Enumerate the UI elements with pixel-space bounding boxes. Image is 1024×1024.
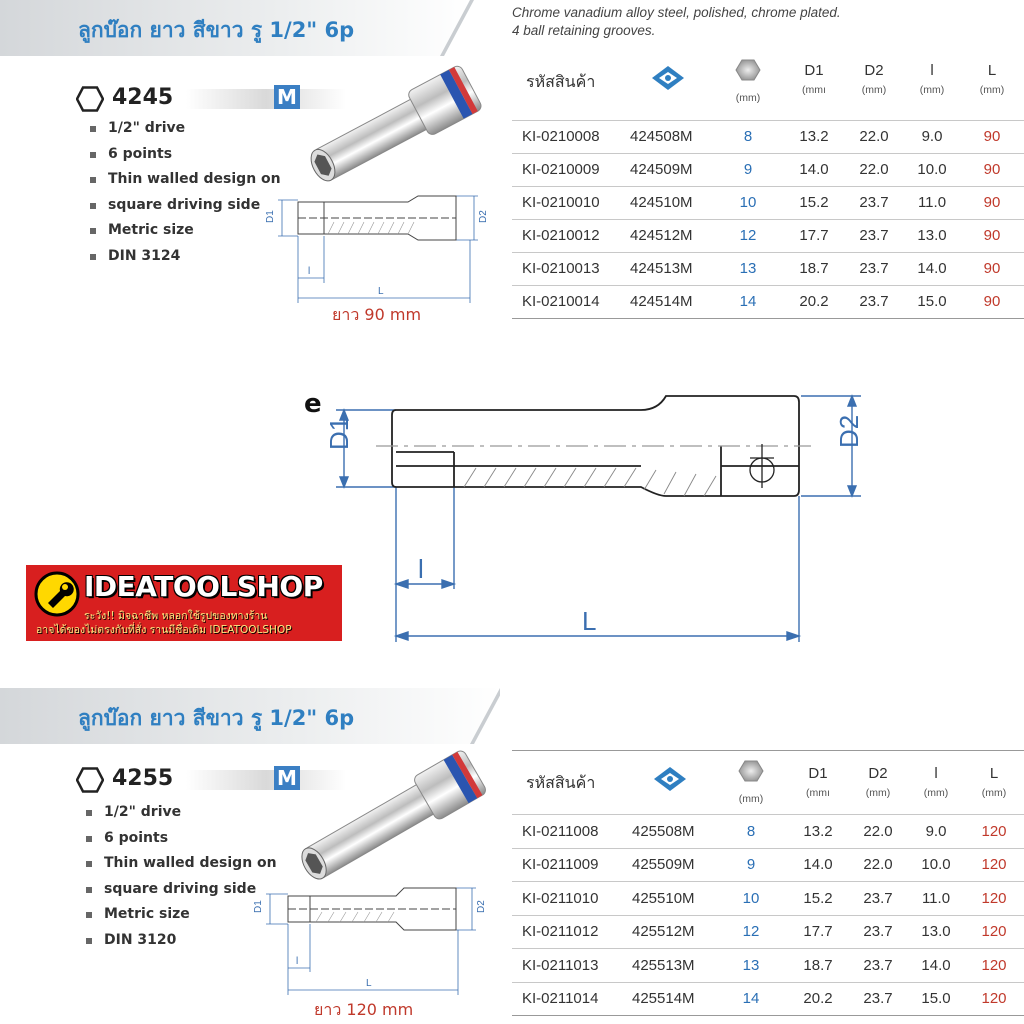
cell-model: 425512M <box>626 915 714 949</box>
header-size <box>712 56 784 120</box>
cell-d1: 15.2 <box>784 186 844 219</box>
cell-size: 12 <box>712 219 784 252</box>
intro-line: 4 ball retaining grooves. <box>512 23 656 38</box>
cell-d2: 22.0 <box>848 815 908 849</box>
shop-warning-line2: อาจได้ของไม่ตรงกับที่สั่ง รานมีชื่อเดิม IDEATOOLSHOP <box>36 624 292 636</box>
cell-l: 10.0 <box>904 153 960 186</box>
section2-dimension-drawing <box>246 880 496 1000</box>
l-large-label: l <box>418 554 424 584</box>
d2-label: D2 <box>476 900 487 913</box>
cell-size: 13 <box>712 252 784 285</box>
king-tony-logo-icon <box>650 765 690 793</box>
section2-model-number: 4255 <box>112 766 174 791</box>
section1-model-number: 4245 <box>112 85 174 110</box>
cell-code: KI-0211012 <box>512 915 626 949</box>
cell-d1: 13.2 <box>784 120 844 153</box>
header-d2 <box>844 56 904 120</box>
header-L-unit: (mm) <box>979 84 1005 96</box>
section1-title-banner <box>0 0 500 56</box>
large-dimension-drawing <box>296 384 880 646</box>
material-description <box>512 4 841 40</box>
cell-l: 9.0 <box>904 120 960 153</box>
feature-item: 6 points <box>86 826 286 852</box>
cell-size: 13 <box>714 949 788 983</box>
cell-L: 120 <box>964 815 1024 849</box>
header-L-unit: (mm) <box>981 787 1007 799</box>
cell-code: KI-0210009 <box>512 153 624 186</box>
cell-d1: 20.2 <box>788 982 848 1016</box>
cell-l: 14.0 <box>908 949 964 983</box>
cell-d1: 20.2 <box>784 285 844 318</box>
cell-l: 13.0 <box>908 915 964 949</box>
feature-item: 1/2" drive <box>90 116 290 142</box>
cell-code: KI-0210013 <box>512 252 624 285</box>
table-row <box>512 848 1024 882</box>
cell-d2: 23.7 <box>848 882 908 916</box>
cell-d2: 23.7 <box>848 982 908 1016</box>
cell-L: 120 <box>964 915 1024 949</box>
header-d2-text: D2 <box>868 765 888 782</box>
shop-logo-banner <box>26 565 342 641</box>
header-code-text: รหัสสินค้า <box>526 72 596 91</box>
cell-code: KI-0210014 <box>512 285 624 318</box>
cell-code: KI-0211009 <box>512 848 626 882</box>
cell-d2: 22.0 <box>844 153 904 186</box>
cell-d1: 18.7 <box>788 949 848 983</box>
table-row <box>512 949 1024 983</box>
d1-label: D1 <box>253 900 264 913</box>
feature-item: Thin walled design on <box>86 851 286 877</box>
cell-model: 424510M <box>624 186 712 219</box>
l-label: l <box>296 956 299 967</box>
cell-L: 120 <box>964 982 1024 1016</box>
d2-label: D2 <box>478 210 489 223</box>
header-size-unit: (mm) <box>738 793 764 805</box>
cell-l: 15.0 <box>908 982 964 1016</box>
cell-l: 10.0 <box>908 848 964 882</box>
header-d1 <box>784 56 844 120</box>
section1-title: ลูกบ๊อก ยาว สีขาว รู 1/2" 6p <box>78 18 355 42</box>
cell-L: 90 <box>960 219 1024 252</box>
feature-item: Metric size <box>86 902 286 928</box>
header-d1 <box>788 751 848 815</box>
L-label: L <box>378 286 384 297</box>
table-row <box>512 982 1024 1016</box>
header-product-code <box>512 751 626 815</box>
feature-item: Thin walled design on <box>90 167 290 193</box>
d1-label: D1 <box>265 210 276 223</box>
cell-model: 424513M <box>624 252 712 285</box>
cell-model: 424514M <box>624 285 712 318</box>
metric-badge: M <box>274 766 300 790</box>
feature-item: DIN 3124 <box>90 244 290 270</box>
feature-item: square driving side <box>90 193 290 219</box>
cell-l: 15.0 <box>904 285 960 318</box>
section1-length-caption: ยาว 90 mm <box>332 305 422 324</box>
header-d1-text: D1 <box>808 765 828 782</box>
cell-l: 13.0 <box>904 219 960 252</box>
header-brand-logo <box>624 56 712 120</box>
cell-L: 90 <box>960 186 1024 219</box>
section1-model-row <box>76 85 302 113</box>
table-row <box>512 252 1024 285</box>
cell-size: 9 <box>714 848 788 882</box>
header-d2 <box>848 751 908 815</box>
header-l-unit: (mm) <box>919 84 945 96</box>
section1-spec-table <box>512 56 1024 319</box>
header-L <box>960 56 1024 120</box>
cell-d2: 23.7 <box>844 285 904 318</box>
cell-l: 11.0 <box>908 882 964 916</box>
section1-socket-image <box>290 60 500 190</box>
cell-model: 425509M <box>626 848 714 882</box>
table-row <box>512 186 1024 219</box>
intro-line: Chrome vanadium alloy steel, polished, chrome plated. <box>512 5 841 20</box>
cell-d2: 23.7 <box>848 915 908 949</box>
cell-L: 120 <box>964 949 1024 983</box>
cell-d1: 13.2 <box>788 815 848 849</box>
section2-model-row <box>76 766 302 794</box>
table-row <box>512 815 1024 849</box>
shop-name: IDEATOOLSHOP <box>84 570 323 603</box>
feature-item: Metric size <box>90 218 290 244</box>
cell-model: 425510M <box>626 882 714 916</box>
header-product-code <box>512 56 624 120</box>
cell-d1: 14.0 <box>784 153 844 186</box>
section1-table-body <box>512 120 1024 318</box>
cell-size: 8 <box>712 120 784 153</box>
cell-model: 424512M <box>624 219 712 252</box>
cell-l: 14.0 <box>904 252 960 285</box>
cell-d2: 22.0 <box>844 120 904 153</box>
hexagon-icon <box>76 767 104 793</box>
d2-large-label: D2 <box>834 414 864 448</box>
header-size-unit: (mm) <box>735 92 761 104</box>
table-row <box>512 882 1024 916</box>
L-large-label: L <box>582 606 597 636</box>
cell-d2: 23.7 <box>844 252 904 285</box>
header-d1-text: D1 <box>804 62 824 79</box>
feature-item: 6 points <box>90 142 290 168</box>
header-l-text: l <box>930 62 934 79</box>
cropped-letter: e <box>304 389 322 419</box>
cell-code: KI-0210008 <box>512 120 624 153</box>
hex-size-icon <box>735 58 761 82</box>
cell-size: 14 <box>714 982 788 1016</box>
section2-table-body <box>512 815 1024 1016</box>
section2-spec-table <box>512 750 1024 1016</box>
cell-model: 424508M <box>624 120 712 153</box>
header-size <box>714 751 788 815</box>
cell-code: KI-0211010 <box>512 882 626 916</box>
L-label: L <box>366 978 372 989</box>
cell-size: 9 <box>712 153 784 186</box>
cell-d1: 15.2 <box>788 882 848 916</box>
header-d2-text: D2 <box>864 62 884 79</box>
cell-model: 425513M <box>626 949 714 983</box>
header-L <box>964 751 1024 815</box>
king-tony-logo-icon <box>648 64 688 92</box>
cell-L: 120 <box>964 848 1024 882</box>
section2-title: ลูกบ๊อก ยาว สีขาว รู 1/2" 6p <box>78 706 355 730</box>
cell-d2: 23.7 <box>844 186 904 219</box>
header-l <box>908 751 964 815</box>
cell-L: 90 <box>960 120 1024 153</box>
table-row <box>512 219 1024 252</box>
d1-large-label: D1 <box>324 416 354 450</box>
cell-size: 14 <box>712 285 784 318</box>
table-row <box>512 915 1024 949</box>
cell-code: KI-0211008 <box>512 815 626 849</box>
cell-d2: 23.7 <box>848 949 908 983</box>
cell-L: 90 <box>960 153 1024 186</box>
header-l-text: l <box>934 765 938 782</box>
cell-d1: 14.0 <box>788 848 848 882</box>
header-d1-unit: (mmı <box>802 84 826 96</box>
cell-d1: 17.7 <box>788 915 848 949</box>
header-l-unit: (mm) <box>923 787 949 799</box>
header-L-text: L <box>987 62 997 79</box>
section2-length-caption: ยาว 120 mm <box>314 1000 414 1019</box>
shop-warning-line1: ระวัง!! มิจฉาชีพ หลอกใช้รูปของทางร้าน <box>84 610 268 622</box>
hexagon-icon <box>76 86 104 112</box>
hex-size-icon <box>738 759 764 783</box>
cell-l: 9.0 <box>908 815 964 849</box>
table-row <box>512 285 1024 318</box>
table-row <box>512 120 1024 153</box>
cell-size: 8 <box>714 815 788 849</box>
cell-code: KI-0210010 <box>512 186 624 219</box>
feature-item: square driving side <box>86 877 286 903</box>
cell-model: 425508M <box>626 815 714 849</box>
cell-L: 90 <box>960 285 1024 318</box>
cell-code: KI-0211014 <box>512 982 626 1016</box>
cell-code: KI-0210012 <box>512 219 624 252</box>
section2-title-banner <box>0 688 500 744</box>
cell-size: 10 <box>714 882 788 916</box>
header-L-text: L <box>989 765 999 782</box>
section2-socket-image <box>280 750 500 880</box>
l-label: l <box>308 266 311 277</box>
cell-l: 11.0 <box>904 186 960 219</box>
cell-code: KI-0211013 <box>512 949 626 983</box>
feature-item: DIN 3120 <box>86 928 286 954</box>
header-code-text: รหัสสินค้า <box>526 773 596 792</box>
cell-d1: 17.7 <box>784 219 844 252</box>
table-row <box>512 153 1024 186</box>
wrench-logo-icon <box>34 571 80 617</box>
cell-d1: 18.7 <box>784 252 844 285</box>
cell-size: 12 <box>714 915 788 949</box>
cell-d2: 23.7 <box>844 219 904 252</box>
header-d2-unit: (mm) <box>861 84 887 96</box>
header-l <box>904 56 960 120</box>
header-brand-logo <box>626 751 714 815</box>
feature-item: 1/2" drive <box>86 800 286 826</box>
cell-model: 425514M <box>626 982 714 1016</box>
cell-model: 424509M <box>624 153 712 186</box>
cell-size: 10 <box>712 186 784 219</box>
metric-badge: M <box>274 85 300 109</box>
header-d2-unit: (mm) <box>865 787 891 799</box>
cell-L: 90 <box>960 252 1024 285</box>
header-d1-unit: (mmı <box>806 787 830 799</box>
cell-d2: 22.0 <box>848 848 908 882</box>
cell-L: 120 <box>964 882 1024 916</box>
